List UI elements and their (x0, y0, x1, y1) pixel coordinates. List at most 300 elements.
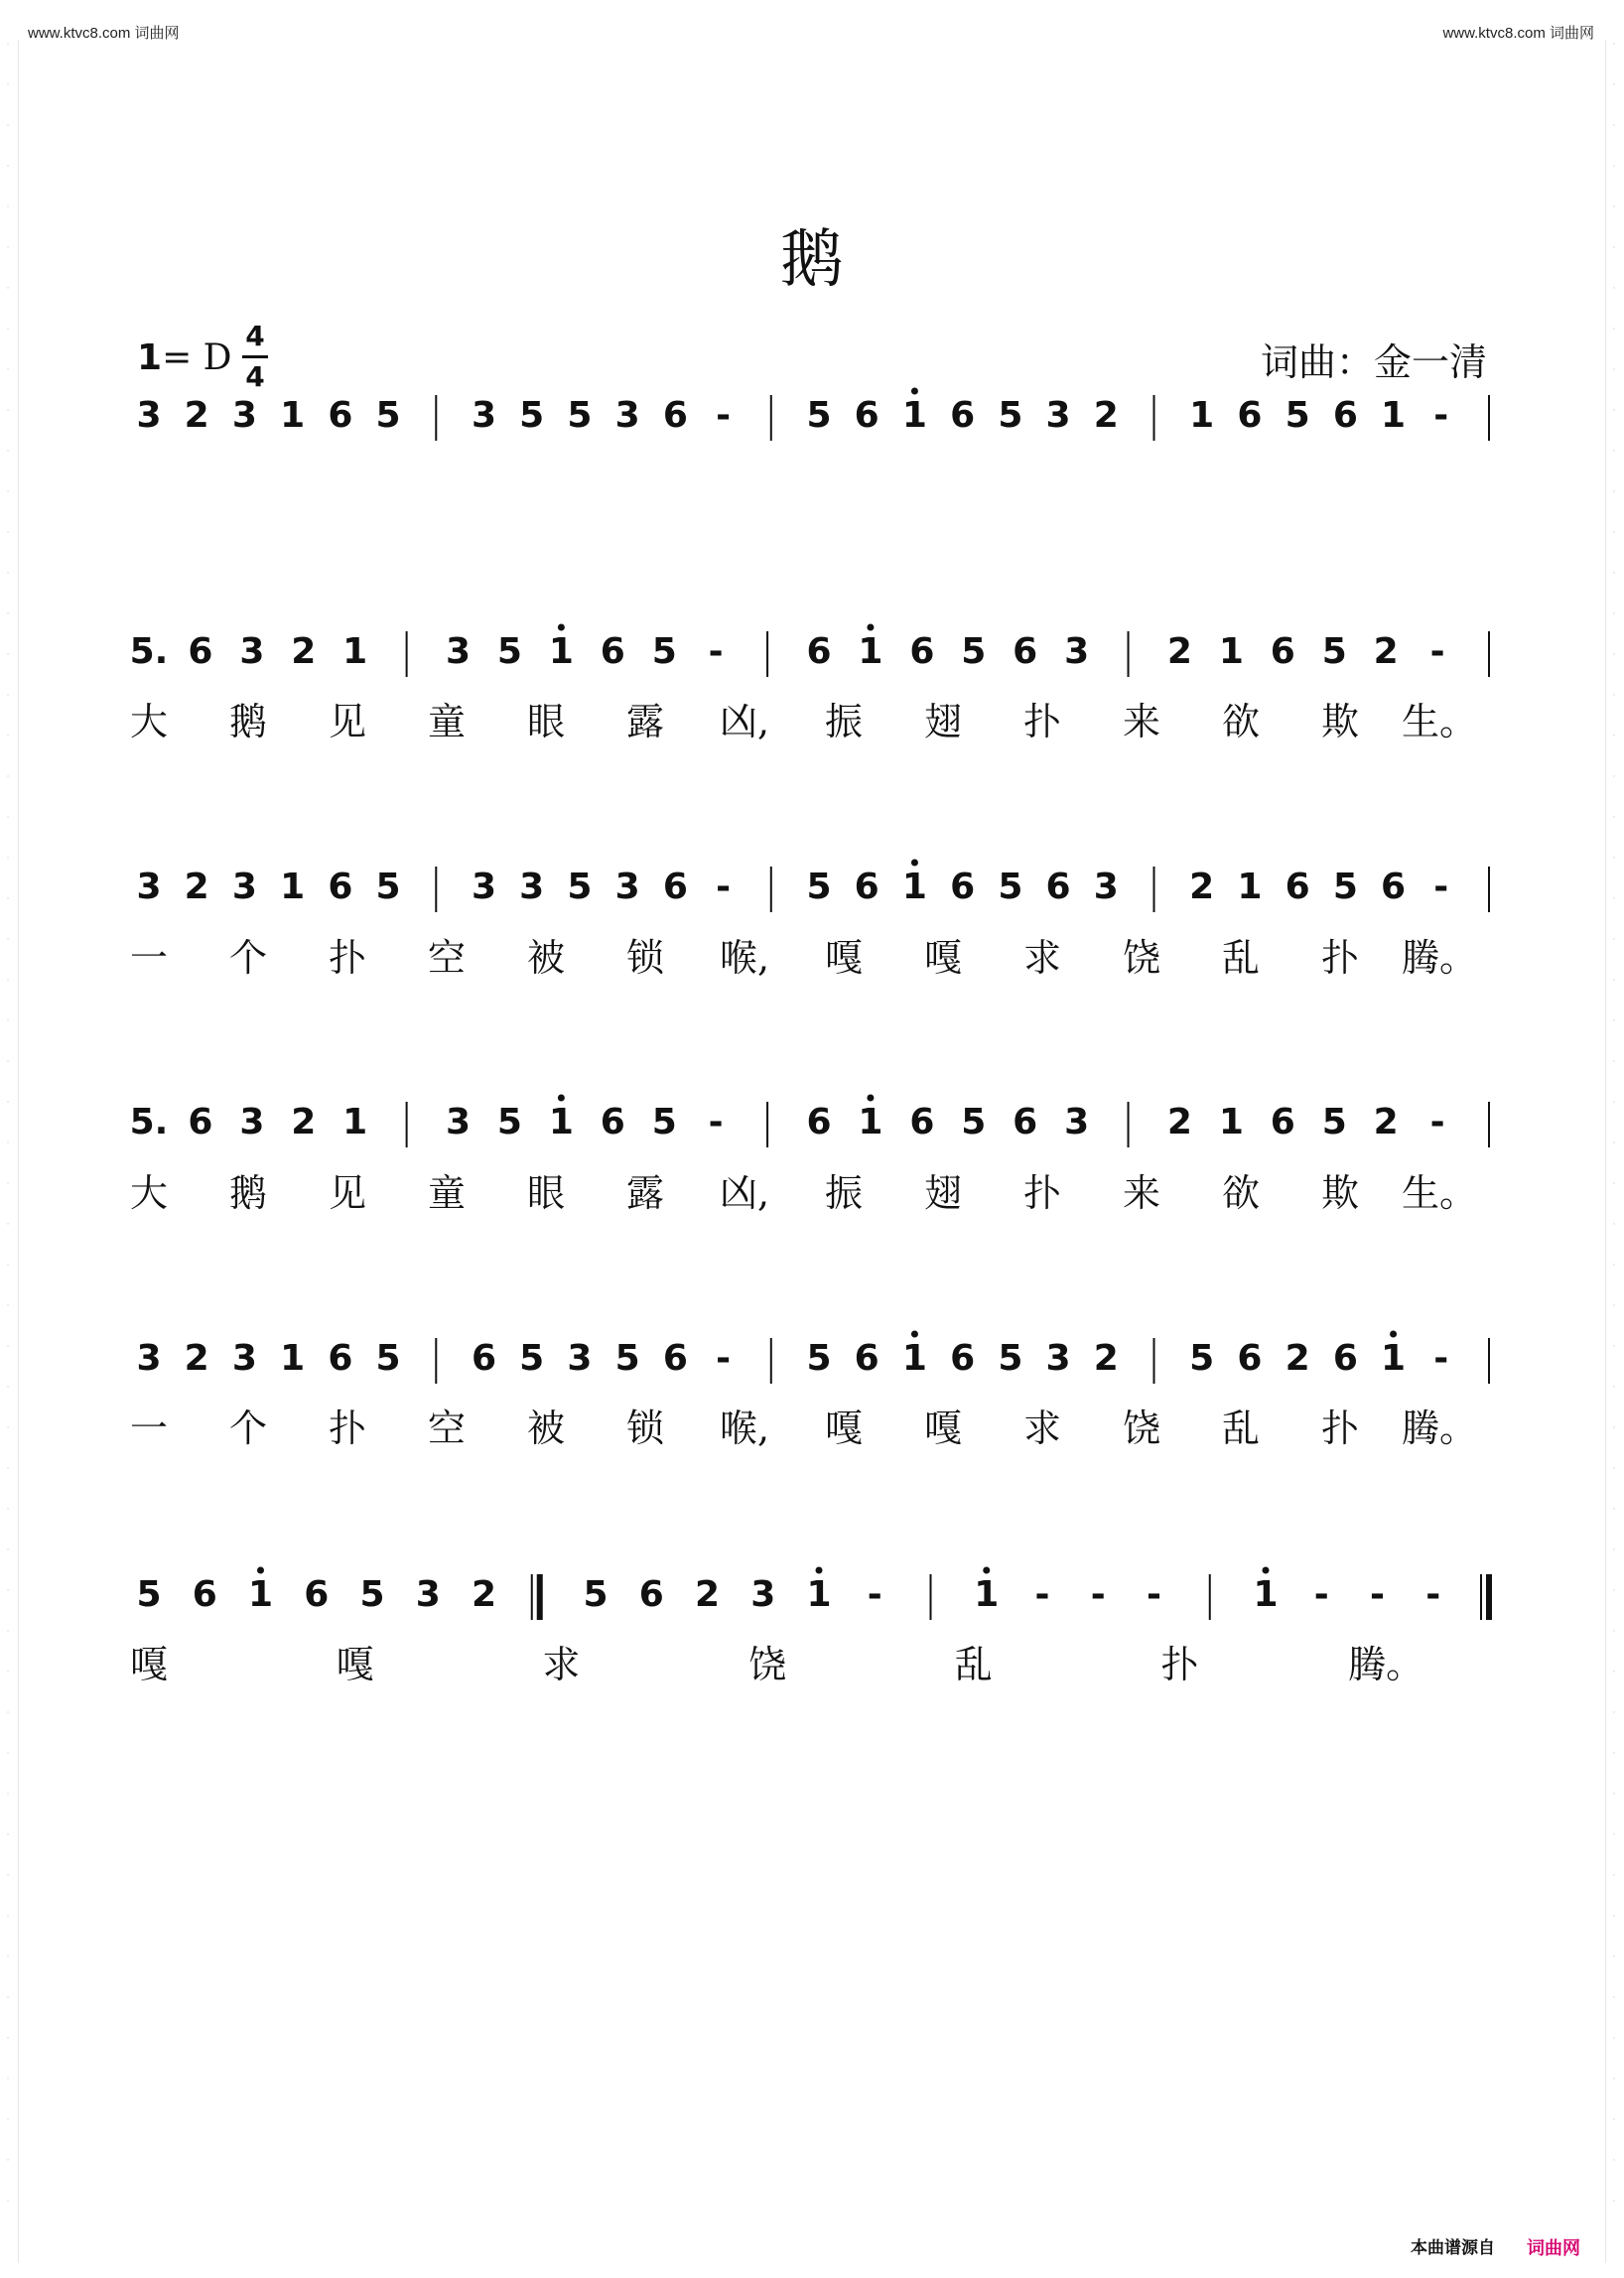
watermark-mark: · (6, 325, 10, 335)
watermark-mark: · (1612, 854, 1616, 864)
lyric-char: 被 (526, 1407, 566, 1450)
lyric-char: 凶, (719, 700, 770, 743)
lyric-char: 露 (625, 700, 665, 743)
lyric-char: 喉, (719, 1407, 770, 1450)
watermark-mark: · (1612, 1708, 1616, 1718)
lyric-char: 饶 (1122, 1407, 1161, 1450)
note: 6 (909, 1102, 935, 1142)
watermark-mark: · (6, 40, 10, 50)
note: 6 (638, 1574, 664, 1615)
watermark-mark: · (6, 1342, 10, 1352)
watermark-mark: · (1612, 1545, 1616, 1555)
note: 6 (662, 395, 688, 436)
watermark-mark: · (1612, 1586, 1616, 1596)
note: 5 (375, 1338, 401, 1379)
watermark-mark: · (1612, 1871, 1616, 1881)
lyric-char: 眼 (526, 700, 566, 743)
note: 2 (184, 395, 209, 436)
high-octave-dot (867, 624, 874, 631)
watermark-mark: · (6, 2075, 10, 2084)
note: - (1313, 1574, 1329, 1615)
lyric-char: 露 (625, 1171, 665, 1215)
watermark-mark: · (6, 691, 10, 701)
watermark-mark: · (6, 813, 10, 823)
note: 3 (136, 867, 162, 907)
watermark-mark: · (1612, 40, 1616, 50)
watermark-mark: · (6, 1749, 10, 1759)
watermark-mark: · (6, 1016, 10, 1026)
note: 2 (1285, 1338, 1310, 1379)
lyric-char: 翅 (923, 1171, 963, 1215)
watermark-mark: · (1612, 1993, 1616, 2003)
site-header-left: www.ktvc8.com 词曲网 (28, 25, 180, 42)
lyric-char: 欺 (1320, 1171, 1360, 1215)
lyric-char: 童 (427, 700, 467, 743)
note: 1 (858, 631, 883, 672)
watermark-mark: · (6, 1220, 10, 1230)
note: 1 (1253, 1574, 1279, 1615)
watermark-mark: · (6, 162, 10, 172)
watermark-mark: · (1612, 1627, 1616, 1637)
watermark-mark: · (1612, 650, 1616, 660)
watermark-mark: · (1612, 1016, 1616, 1026)
watermark-mark: · (1612, 325, 1616, 335)
watermark-mark: · (6, 1790, 10, 1800)
lyric-char: 扑 (328, 936, 367, 980)
note: 5 (998, 1338, 1023, 1379)
note: 1 (901, 1338, 927, 1379)
watermark-mark: · (1612, 2034, 1616, 2044)
watermark-mark: · (6, 1871, 10, 1881)
note: 2 (694, 1574, 721, 1615)
note: 5 (806, 395, 832, 436)
note: - (1034, 1574, 1050, 1615)
watermark-mark: · (6, 1057, 10, 1067)
note: 6 (1270, 1102, 1295, 1142)
lyric-char: 鹅 (228, 1171, 268, 1215)
note: 1 (342, 1102, 368, 1142)
lyric-char: 鹅 (228, 700, 268, 743)
watermark-mark: · (6, 1912, 10, 1922)
watermark-mark: · (6, 976, 10, 986)
watermark-mark: · (1612, 365, 1616, 375)
watermark-mark: · (6, 284, 10, 294)
watermark-mark: · (6, 121, 10, 131)
note: 6 (328, 395, 353, 436)
note: - (867, 1574, 882, 1615)
lyric-char: 锁 (625, 936, 665, 980)
watermark-mark: · (6, 80, 10, 90)
note: - (1147, 1574, 1161, 1615)
lyric-char: 乱 (1221, 936, 1261, 980)
note: - (1433, 1338, 1449, 1379)
note: 1 (280, 867, 306, 907)
site-header-right: www.ktvc8.com 词曲网 (1442, 25, 1594, 42)
watermark-mark: · (6, 1668, 10, 1677)
note: 5 (998, 867, 1023, 907)
note: 6 (1013, 631, 1038, 672)
note: 5 (961, 1102, 987, 1142)
note: - (716, 1338, 732, 1379)
note: 6 (909, 631, 935, 672)
note: - (1429, 631, 1445, 672)
note: 2 (1093, 395, 1119, 436)
lyric-char: 腾。 (1348, 1643, 1424, 1686)
note: - (716, 867, 732, 907)
note: 1 (858, 1102, 883, 1142)
note: 3 (239, 631, 265, 672)
lyric-char: 见 (328, 700, 367, 743)
composer-credit: 词曲：金一清 (1260, 340, 1487, 384)
watermark-mark: · (1612, 569, 1616, 579)
note: 1 (548, 631, 574, 672)
lyric-char: 童 (427, 1171, 467, 1215)
watermark-mark: · (6, 365, 10, 375)
lyric-char: 腾。 (1401, 936, 1478, 980)
note: 3 (136, 395, 162, 436)
lyric-char: 眼 (526, 1171, 566, 1215)
note: 6 (328, 1338, 353, 1379)
note: 2 (291, 631, 317, 672)
footer-source-label: 本曲谱源自 (1411, 2238, 1495, 2257)
watermark-mark: · (1612, 772, 1616, 782)
lyric-char: 欲 (1221, 1171, 1261, 1215)
note: 6 (662, 1338, 688, 1379)
lyric-char: 个 (228, 936, 268, 980)
watermark-mark: · (1612, 121, 1616, 131)
lyric-char: 欲 (1221, 700, 1261, 743)
note: 5 (567, 867, 593, 907)
note: 6 (600, 1102, 625, 1142)
watermark-mark: · (6, 1952, 10, 1962)
watermark-mark: · (1612, 447, 1616, 457)
lyric-char: 振 (824, 1171, 864, 1215)
watermark-mark: · (6, 1301, 10, 1311)
watermark-mark: · (6, 1830, 10, 1840)
note: - (1425, 1574, 1441, 1615)
note: 5 (375, 395, 401, 436)
note: 6 (950, 395, 976, 436)
watermark-mark: · (6, 406, 10, 416)
watermark-mark: · (6, 1139, 10, 1148)
high-octave-dot (911, 1331, 918, 1338)
note: 1 (1218, 631, 1244, 672)
note: 5 (567, 395, 593, 436)
note: 5 (1321, 1102, 1347, 1142)
watermark-mark: · (1612, 2197, 1616, 2207)
watermark-mark: · (6, 1423, 10, 1433)
watermark-mark: · (1612, 284, 1616, 294)
watermark-mark: · (1612, 528, 1616, 538)
note: 6 (662, 867, 688, 907)
note: 5 (614, 1338, 640, 1379)
note: 6 (471, 1338, 497, 1379)
note: 1 (247, 1574, 274, 1615)
lyric-char: 个 (228, 1407, 268, 1450)
note: 2 (1166, 631, 1192, 672)
lyric-char: 大 (129, 700, 169, 743)
watermark-mark: · (6, 650, 10, 660)
note: 6 (1332, 1338, 1358, 1379)
note: 6 (600, 631, 625, 672)
note: 5 (519, 1338, 545, 1379)
high-octave-dot (816, 1567, 823, 1574)
lyric-char: 嘎 (824, 1407, 864, 1450)
lyric-char: 一 (129, 1407, 169, 1450)
lyric-char: 欺 (1320, 700, 1360, 743)
note: 6 (188, 1102, 213, 1142)
high-octave-dot (1263, 1567, 1270, 1574)
lyric-char: 乱 (1221, 1407, 1261, 1450)
lyric-char: 求 (1022, 936, 1062, 980)
watermark-mark: · (6, 609, 10, 619)
note: 3 (1064, 631, 1090, 672)
watermark-mark: · (1612, 80, 1616, 90)
note: 1 (1237, 867, 1263, 907)
note: 5 (583, 1574, 609, 1615)
note: 2 (1373, 631, 1399, 672)
watermark-mark: · (1612, 1423, 1616, 1433)
lyric-char: 扑 (328, 1407, 367, 1450)
note: - (1433, 395, 1449, 436)
note: 1 (1381, 395, 1407, 436)
note: 3 (471, 395, 497, 436)
watermark-mark: · (1612, 487, 1616, 497)
note: 2 (291, 1102, 317, 1142)
note: 5 (998, 395, 1023, 436)
watermark-mark: · (6, 2197, 10, 2207)
watermark-mark: · (1612, 1220, 1616, 1230)
watermark-mark: · (1612, 2156, 1616, 2166)
high-octave-dot (1390, 1331, 1397, 1338)
watermark-mark: · (6, 1627, 10, 1637)
note: 3 (471, 867, 497, 907)
watermark-mark: · (6, 202, 10, 212)
note: 5 (651, 1102, 677, 1142)
note: 5 (359, 1574, 385, 1615)
watermark-mark: · (1612, 1139, 1616, 1148)
note: 6 (1237, 1338, 1263, 1379)
note: 1 (280, 1338, 306, 1379)
note: 3 (519, 867, 545, 907)
note: 2 (471, 1574, 497, 1615)
watermark-mark: · (1612, 1749, 1616, 1759)
watermark-mark: · (1612, 1464, 1616, 1474)
high-octave-dot (867, 1095, 874, 1102)
watermark-mark: · (1612, 976, 1616, 986)
high-octave-dot (911, 388, 918, 395)
lyric-char: 见 (328, 1171, 367, 1215)
watermark-mark: · (1612, 1668, 1616, 1677)
lyric-char: 喉, (719, 936, 770, 980)
note: 6 (950, 1338, 976, 1379)
watermark-mark: · (1612, 1342, 1616, 1352)
note: 5 (496, 1102, 522, 1142)
lyric-char: 一 (129, 936, 169, 980)
lyric-char: 来 (1122, 1171, 1161, 1215)
lyric-char: 生。 (1401, 700, 1478, 743)
note: 6 (1332, 395, 1358, 436)
watermark-mark: · (6, 772, 10, 782)
lyric-char: 空 (427, 1407, 467, 1450)
note: 5 (375, 867, 401, 907)
watermark-mark: · (6, 935, 10, 945)
time-signature-bottom: 4 (245, 360, 265, 393)
watermark-mark: · (1612, 609, 1616, 619)
page-title: 鹅 (780, 223, 844, 297)
note: 3 (415, 1574, 441, 1615)
lyric-char: 嘎 (129, 1643, 169, 1686)
note: 1 (974, 1574, 1000, 1615)
watermark-mark: · (1612, 1301, 1616, 1311)
watermark-mark: · (1612, 2075, 1616, 2084)
note: - (1370, 1574, 1385, 1615)
note: 1 (1218, 1102, 1244, 1142)
watermark-mark: · (1612, 202, 1616, 212)
watermark-mark: · (1612, 1830, 1616, 1840)
note: 5 (519, 395, 545, 436)
note: 3 (231, 1338, 257, 1379)
note: 2 (1166, 1102, 1192, 1142)
watermark-mark: · (6, 1464, 10, 1474)
watermark-mark: · (1612, 1057, 1616, 1067)
watermark-mark: · (6, 732, 10, 741)
watermark-mark: · (1612, 732, 1616, 741)
note: - (708, 1102, 724, 1142)
lyric-char: 求 (1022, 1407, 1062, 1450)
watermark-mark: · (1612, 406, 1616, 416)
lyric-char: 嘎 (336, 1643, 374, 1686)
watermark-mark: · (6, 1261, 10, 1271)
note: 3 (1045, 395, 1071, 436)
watermark-mark: · (1612, 1383, 1616, 1393)
lyric-char: 来 (1122, 700, 1161, 743)
high-octave-dot (558, 624, 565, 631)
note: 1 (548, 1102, 574, 1142)
note: - (708, 631, 724, 672)
note: 1 (1189, 395, 1215, 436)
note: 5 (1332, 867, 1358, 907)
watermark-mark: · (6, 1505, 10, 1515)
note: 5 (136, 1574, 162, 1615)
note: 1 (901, 395, 927, 436)
note: 2 (1373, 1102, 1399, 1142)
note: 3 (1045, 1338, 1071, 1379)
note: 3 (446, 631, 472, 672)
lyric-char: 扑 (1022, 1171, 1062, 1215)
lyric-char: 扑 (1160, 1643, 1199, 1686)
note: 6 (854, 867, 880, 907)
note: 6 (304, 1574, 330, 1615)
lyric-char: 生。 (1401, 1171, 1478, 1215)
watermark-mark: · (1612, 894, 1616, 904)
note: 6 (328, 867, 353, 907)
watermark-mark: · (6, 894, 10, 904)
high-octave-dot (983, 1567, 990, 1574)
lyric-char: 饶 (748, 1643, 787, 1686)
note: 6 (1270, 631, 1295, 672)
note: 3 (231, 867, 257, 907)
lyric-char: 扑 (1022, 700, 1062, 743)
note: 5 (1285, 395, 1310, 436)
note: 6 (806, 631, 832, 672)
watermark-mark: · (1612, 1098, 1616, 1108)
watermark-mark: · (6, 487, 10, 497)
note: 3 (239, 1102, 265, 1142)
note: 5 (1321, 631, 1347, 672)
note: - (716, 395, 732, 436)
note: 1 (342, 631, 368, 672)
note: 2 (184, 1338, 209, 1379)
watermark-mark: · (6, 243, 10, 253)
high-octave-dot (558, 1095, 565, 1102)
watermark-mark: · (6, 528, 10, 538)
note: 6 (854, 395, 880, 436)
note: 5 (806, 1338, 832, 1379)
lyric-char: 大 (129, 1171, 169, 1215)
note: 2 (1189, 867, 1215, 907)
note: 1 (806, 1574, 832, 1615)
note: 3 (1064, 1102, 1090, 1142)
watermark-mark: · (6, 1383, 10, 1393)
note: 6 (1013, 1102, 1038, 1142)
watermark-mark: · (6, 1586, 10, 1596)
note: 3 (750, 1574, 776, 1615)
note: 6 (806, 1102, 832, 1142)
note: 6 (854, 1338, 880, 1379)
watermark-mark: · (1612, 935, 1616, 945)
watermark-mark: · (1612, 1505, 1616, 1515)
high-octave-dot (911, 860, 918, 867)
watermark-mark: · (6, 1993, 10, 2003)
lyric-char: 振 (824, 700, 864, 743)
lyric-char: 凶, (719, 1171, 770, 1215)
note: 3 (136, 1338, 162, 1379)
high-octave-dot (257, 1567, 264, 1574)
lyric-char: 乱 (954, 1643, 993, 1686)
watermark-mark: · (6, 447, 10, 457)
lyric-char: 嘎 (923, 936, 963, 980)
watermark-mark: · (6, 1708, 10, 1718)
key-rest: = D (162, 337, 232, 378)
watermark-mark: · (1612, 691, 1616, 701)
note: 6 (1285, 867, 1310, 907)
watermark-mark: · (6, 854, 10, 864)
watermark-mark: · (6, 1098, 10, 1108)
note: - (1429, 1102, 1445, 1142)
note: 3 (446, 1102, 472, 1142)
lyric-char: 腾。 (1401, 1407, 1478, 1450)
watermark-mark: · (6, 2115, 10, 2125)
watermark-mark: · (6, 2156, 10, 2166)
watermark-mark: · (1612, 2115, 1616, 2125)
watermark-mark: · (6, 1545, 10, 1555)
note: 5 (961, 631, 987, 672)
watermark-mark: · (6, 569, 10, 579)
watermark-mark: · (1612, 1952, 1616, 1962)
watermark-mark: · (6, 1179, 10, 1189)
note: - (1433, 867, 1449, 907)
note: 6 (192, 1574, 217, 1615)
note: 2 (1093, 1338, 1119, 1379)
note: 6 (188, 631, 213, 672)
note: 5. (129, 1102, 169, 1142)
watermark-mark: · (6, 2034, 10, 2044)
watermark-mark: · (1612, 1912, 1616, 1922)
lyric-char: 锁 (625, 1407, 665, 1450)
note: 2 (184, 867, 209, 907)
note: 5 (651, 631, 677, 672)
